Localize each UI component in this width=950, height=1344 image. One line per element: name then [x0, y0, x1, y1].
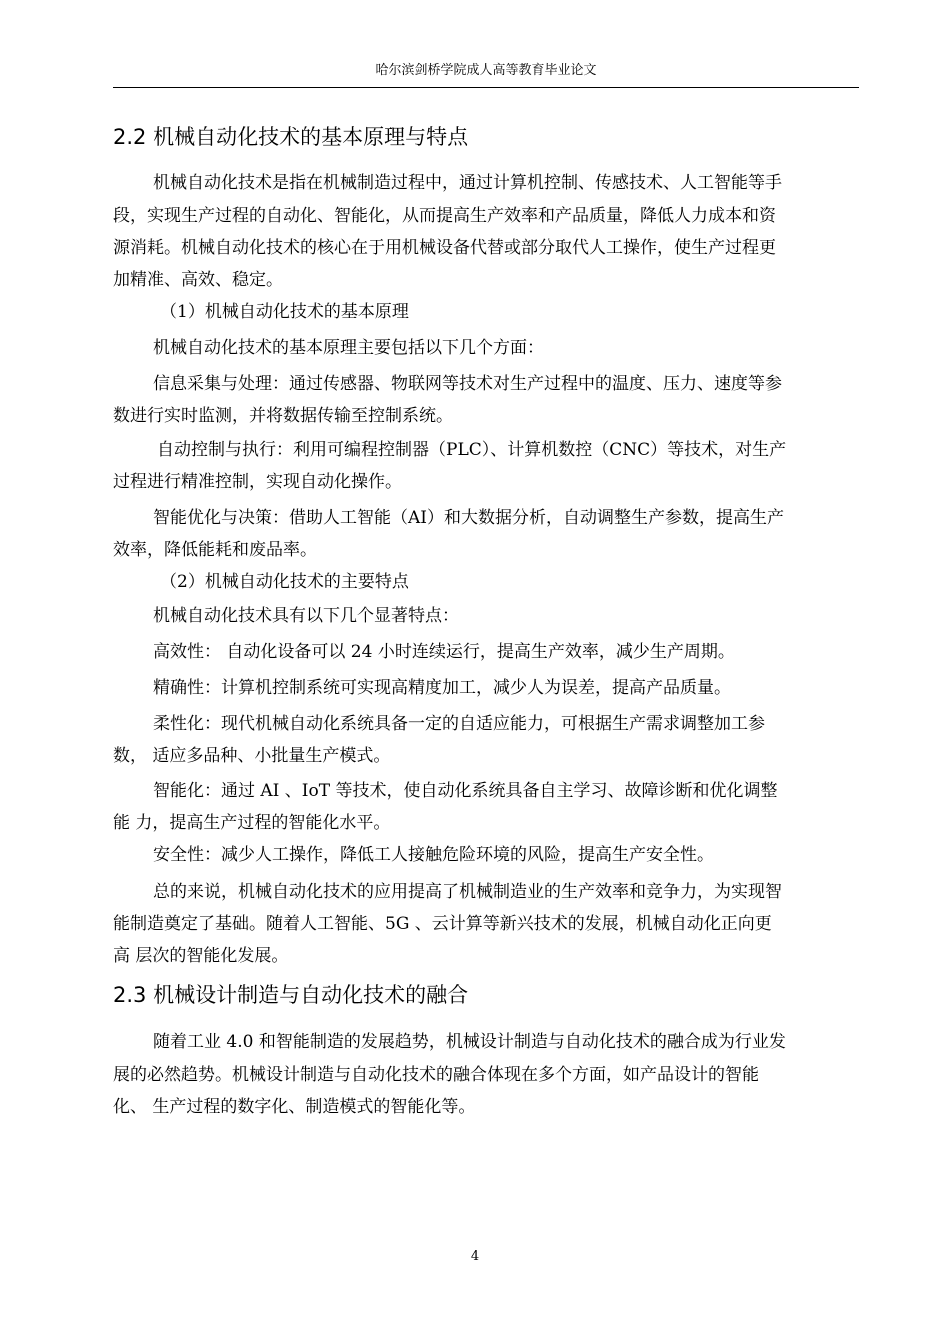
text-line: 智能优化与决策：借助人工智能（AI）和大数据分析，自动调整生产参数，提高生产: [153, 508, 784, 528]
text-line: 加精准、高效、稳定。: [113, 270, 283, 290]
text-line: 效率，降低能耗和废品率。: [113, 540, 317, 560]
text-line: 机械自动化技术具有以下几个显著特点：: [153, 606, 459, 626]
subheading: （1）机械自动化技术的基本原理: [160, 302, 409, 322]
page-number: 4: [470, 1249, 480, 1264]
subheading: （2）机械自动化技术的主要特点: [160, 572, 409, 592]
text-line: 机械自动化技术的基本原理主要包括以下几个方面：: [153, 338, 544, 358]
text-line: 机械自动化技术是指在机械制造过程中，通过计算机控制、传感技术、人工智能等手: [153, 173, 782, 193]
text-line: 随着工业 4.0 和智能制造的发展趋势，机械设计制造与自动化技术的融合成为行业发: [153, 1032, 786, 1052]
text-line: 源消耗。机械自动化技术的核心在于用机械设备代替或部分取代人工操作，使生产过程更: [113, 238, 776, 258]
header-rule: [113, 87, 859, 88]
text-line: 展的必然趋势。机械设计制造与自动化技术的融合体现在多个方面，如产品设计的智能: [113, 1065, 759, 1085]
section-heading-2-3: 2.3 机械设计制造与自动化技术的融合: [113, 983, 469, 1007]
text-line: 过程进行精准控制，实现自动化操作。: [113, 472, 402, 492]
text-line: 柔性化：现代机械自动化系统具备一定的自适应能力，可根据生产需求调整加工参: [153, 714, 765, 734]
text-line: 数， 适应多品种、小批量生产模式。: [113, 746, 391, 766]
text-line: 能 力，提高生产过程的智能化水平。: [113, 813, 391, 833]
text-line: 数进行实时监测，并将数据传输至控制系统。: [113, 406, 453, 426]
text-line: 精确性：计算机控制系统可实现高精度加工，减少人为误差，提高产品质量。: [153, 678, 731, 698]
text-line: 自动控制与执行：利用可编程控制器（PLC）、计算机数控（CNC）等技术，对生产: [157, 440, 787, 460]
text-line: 安全性：减少人工操作，降低工人接触危险环境的风险，提高生产安全性。: [153, 845, 714, 865]
text-line: 段，实现生产过程的自动化、智能化，从而提高生产效率和产品质量，降低人力成本和资: [113, 206, 776, 226]
running-header: 哈尔滨剑桥学院成人高等教育毕业论文: [375, 63, 597, 78]
text-line: 高 层次的智能化发展。: [113, 946, 289, 966]
text-line: 化、 生产过程的数字化、制造模式的智能化等。: [113, 1097, 476, 1117]
section-heading-2-2: 2.2 机械自动化技术的基本原理与特点: [113, 125, 469, 149]
text-line: 智能化：通过 AI 、IoT 等技术，使自动化系统具备自主学习、故障诊断和优化调整: [153, 781, 778, 801]
text-line: 能制造奠定了基础。随着人工智能、5G 、云计算等新兴技术的发展，机械自动化正向更: [113, 914, 772, 934]
text-line: 总的来说，机械自动化技术的应用提高了机械制造业的生产效率和竞争力，为实现智: [153, 882, 782, 902]
text-line: 信息采集与处理：通过传感器、物联网等技术对生产过程中的温度、压力、速度等参: [153, 374, 782, 394]
text-line: 高效性： 自动化设备可以 24 小时连续运行，提高生产效率，减少生产周期。: [153, 642, 735, 662]
